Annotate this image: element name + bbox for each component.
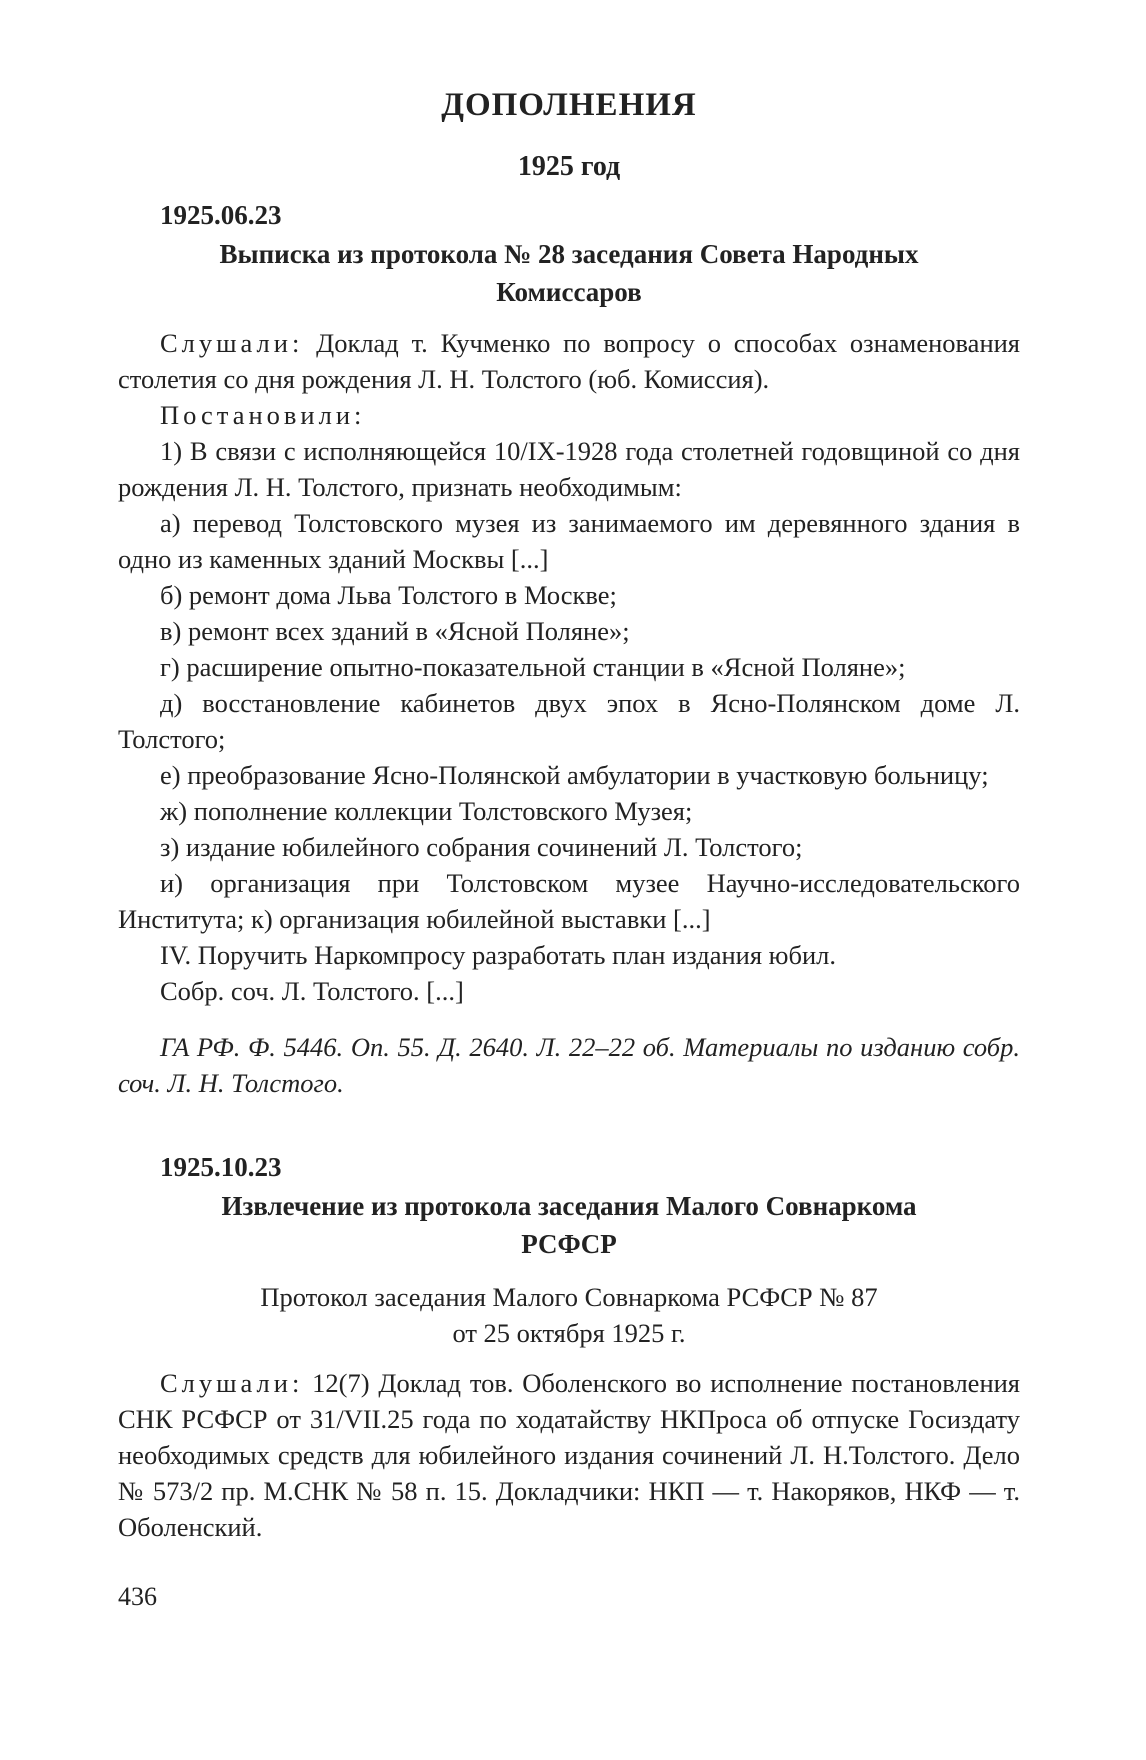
list-item: г) расширение опытно-показательной станции в «Ясной Поляне»; [160,652,906,682]
doc1-heard [118,325,1020,397]
list-item: б) ремонт дома Льва Толстого в Москве; [160,580,617,610]
list-item: з) издание юбилейного собрания сочинений Л. Толстого; [160,832,803,862]
page-number: 436 [118,1582,157,1611]
year-heading: 1925 год [517,151,621,182]
doc1-decided [118,397,1020,433]
doc2-heard [118,1365,1020,1545]
doc2-protocol-line2: от 25 октября 1925 г. [452,1318,686,1348]
doc2-heard-label: Слушали: [160,1368,304,1398]
doc1-point1: 1) В связи с исполняющейся 10/IX-1928 года столетней годовщиной со дня рождения Л. Н. Толстого, признать необходимым: [118,436,1020,502]
doc1-date: 1925.06.23 [160,200,282,230]
list-item: ж) пополнение коллекции Толстовского Музея; [160,796,693,826]
doc2-protocol [118,1279,1020,1351]
doc2-protocol-line1: Протокол заседания Малого Совнаркома РСФСР № 87 [260,1282,878,1312]
doc1-title [118,235,1020,311]
doc1-source: ГА РФ. Ф. 5446. Оп. 55. Д. 2640. Л. 22–22 об. Материалы по изданию собр. соч. Л. Н. Толстого. [118,1032,1020,1098]
list-item: а) перевод Толстовского музея из занимаемого им деревянного здания в одно из каменных зданий Москвы [...] [118,508,1020,574]
list-item: Собр. соч. Л. Толстого. [...] [160,976,464,1006]
doc1-title-line2: Комиссаров [496,277,642,307]
list-item: д) восстановление кабинетов двух эпох в Ясно-Полянском доме Л. Толстого; [118,688,1020,754]
list-item: е) преобразование Ясно-Полянской амбулатории в участковую больницу; [160,760,989,790]
section-title: ДОПОЛНЕНИЯ [441,87,697,123]
page-content [118,85,1020,1545]
doc1-body [118,325,1020,1009]
doc1-heard-label: Слушали: [160,328,304,358]
list-item: в) ремонт всех зданий в «Ясной Поляне»; [160,616,630,646]
doc1-title-line1: Выписка из протокола № 28 заседания Совета Народных [219,239,919,269]
list-item: IV. Поручить Наркомпросу разработать план издания юбил. [160,940,836,970]
doc2-title-line2: РСФСР [521,1229,617,1259]
doc2-date: 1925.10.23 [160,1152,282,1182]
doc2-title-line1: Извлечение из протокола заседания Малого Совнаркома [221,1191,917,1221]
doc2-title [118,1187,1020,1263]
doc1-decided-label: Постановили: [160,400,366,430]
doc2 [118,1147,1020,1545]
list-item: и) организация при Толстовском музее Научно-исследовательского Института; к) организация юбилейной выставки [...] [118,868,1020,934]
doc2-heard-text: 12(7) Доклад тов. Оболенского во исполнение постановления СНК РСФСР от 31/VII.25 года по ходатайству НКПроса об отпуске Госиздату необходимых средств для юбилейного издания сочинений Л. Н.Толстого. Дело № 573/2 пр. М.СНК № 58 п. 15. Докладчики: НКП — т. Накоряков, НКФ — т. Оболенский. [118,1368,1020,1542]
doc2-body [118,1365,1020,1545]
doc1-heard-text: Доклад т. Кучменко по вопросу о способах ознаменования столетия со дня рождения Л. Н. Толстого (юб. Комиссия). [118,328,1020,394]
